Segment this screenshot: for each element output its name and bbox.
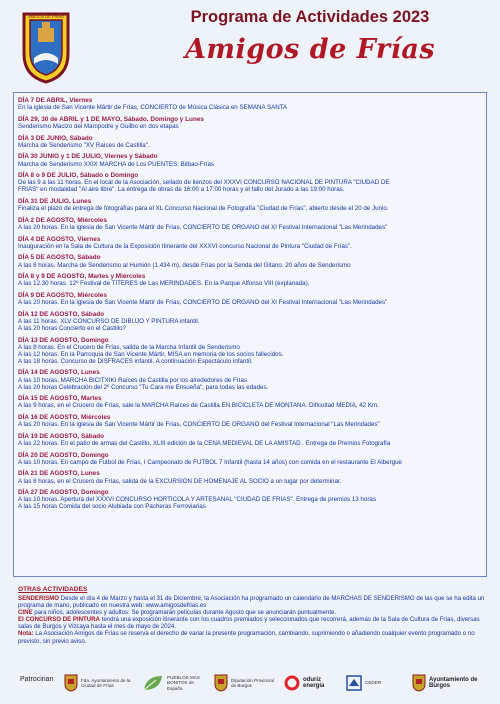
event-description: De las 9 a las 11 horas. En el local de la Asociación, sellado de lienzos del XXXVI CONCURSO NACIONAL DE PINTURA "CIUDAD DE [18, 179, 390, 187]
other-activity-item [18, 609, 488, 616]
event-description: A las 22 horas. En el patio de armas del Castillo, XLIII edición de la CENA MEDIEVAL DE LA AMISTAD . Entrega de Premios Fotografía [18, 439, 391, 447]
event-description: A las 9 horas, en el Crucero de Frías, sale la MARCHA Raíces de Castilla EN BICICLETA DE MONTAÑA. Dificultad MEDIA, 42 Km. [18, 402, 379, 410]
event-date: DÍA 16 DE AGOSTO, Miércoles [18, 413, 111, 421]
square-icon [346, 675, 362, 691]
event-description: A las 10 horas, MARCHA BICITXIKI Raíces de Castilla por los alrededores de Frías [18, 376, 248, 384]
event-item [18, 433, 486, 447]
sponsor-name: oduriz energía [303, 676, 325, 689]
event-description: Senderismo Macizo del Mampodre y Guilbo en dos etapas [18, 123, 179, 130]
event-date: DÍA 14 DE AGOSTO, Lunes [18, 369, 100, 377]
event-description: Finaliza el plazo de entrega de fotografías para el XL Concurso Nacional de Fotografía "Ciudad de Frías", abierto desde el 20 de Junio. [18, 205, 389, 213]
event-description: A las 20 horas Celebración del 2º Concurso "Tu Cara me Ensueña", para todas las edades. [18, 383, 269, 391]
sponsor-name: PUEBLOS MÁS BONITOS de España [167, 674, 200, 691]
event-item [18, 470, 486, 484]
event-description: Marcha de Senderismo XXIX MARCHA de Los PUENTES: Bilbao-Frías [18, 160, 215, 168]
other-activity-key: El CONCURSO DE PINTURA [18, 616, 100, 624]
other-activity-text: Desde el día 4 de Marzo y hasta el 31 de Diciembre, la Asociación ha programado un calendario de MARCHAS DE SENDERISMO de las que se ha edita un programa de mano, publicado en nuestra web: www.amigosdefrias.es [18, 595, 485, 610]
event-item [18, 135, 486, 149]
sponsor-logo [214, 669, 280, 697]
event-description: A las 10 horas. Apertura del XXXVI CONCURSO HORTÍCOLA Y ARTESANAL "CIUDAD DE FRÍAS". Entrega de premios 13 horas [18, 496, 376, 504]
event-description: A las 18 horas. Concurso de DISFRACES infantil. A continuación Espectáculo infantil. [18, 357, 253, 365]
page-subtitle: Amigos de Frías [184, 34, 436, 65]
other-activity-key: Nota: [18, 630, 34, 638]
event-item [18, 489, 486, 510]
event-item [18, 254, 486, 268]
other-activities-title: OTRAS ACTIVIDADES [18, 586, 88, 593]
event-item [18, 236, 486, 250]
svg-text:AMIGOS DE FRIAS: AMIGOS DE FRIAS [28, 14, 64, 19]
sponsor-name: Ayuntamiento de Burgos [429, 676, 478, 689]
event-description: A las 15 horas Comida del socio Alubiada con Pacheras Ferroviarias [18, 503, 206, 511]
shield-icon [412, 674, 426, 692]
event-item [18, 172, 486, 193]
event-description: A las 8 horas. En el Crucero de Frías, salida de la Marcha Infantil de Senderismo [18, 343, 240, 351]
event-item [18, 273, 486, 287]
sponsor-logo [64, 669, 138, 697]
page-title: Programa de Actividades 2023 [190, 8, 430, 26]
other-activity-text: La Asociación Amigos de Frías se reserva el derecho de variar la presente programación, cambiando, suprimiendo o añadiendo cualquier evento programado o no previsto, sin previo aviso. [18, 630, 475, 645]
event-date: DÍA 30 JUNIO y 1 DE JULIO, Viernes y Sábado [18, 153, 158, 161]
event-date: DÍA 8 o 9 DE JULIO, Sábado o Domingo [18, 172, 139, 180]
event-item [18, 217, 486, 231]
event-item [18, 116, 486, 130]
event-item [18, 395, 486, 409]
other-activity-text: para niños, adolescentes y adultos: Se programarán películas durante Agosto que se anunciarán puntualmente. [32, 609, 337, 617]
event-date: DÍA 31 DE JULIO, Lunes [18, 197, 92, 205]
header [0, 0, 500, 95]
event-date: DÍA 15 DE AGOSTO, Martes [18, 395, 102, 403]
events-list [18, 97, 486, 515]
event-description: A las 12 horas. En la Parroquia de San Vicente Mártir, MISA en memoria de los socios fallecidos. [18, 350, 284, 358]
sponsor-logo [412, 669, 494, 697]
event-date: DÍA 3 DE JUNIO, Sábado [18, 134, 93, 142]
event-item [18, 97, 486, 111]
event-item [18, 337, 486, 365]
sponsor-logo [284, 669, 342, 697]
sponsor-name: Diputación Provincial de Burgos [231, 677, 274, 688]
sponsors-label: Patrocinan [20, 676, 54, 683]
event-date: DÍA 7 DE ABRIL, Viernes [18, 97, 93, 104]
shield-icon [64, 674, 78, 692]
shield-icon [214, 674, 228, 692]
association-logo-icon [20, 8, 72, 84]
event-item [18, 414, 486, 428]
event-description: En la iglesia de San Vicente Mártir de Frías, CONCIERTO de Música Clásica en SEMANA SANTA [18, 104, 288, 112]
event-date: DÍA 13 DE AGOSTO, Domingo [18, 336, 109, 344]
event-item [18, 153, 486, 167]
event-date: DÍA 20 DE AGOSTO, Domingo [18, 451, 109, 459]
event-description: A las 20 horas Concierto en el Castillo? [18, 324, 126, 332]
event-item [18, 311, 486, 332]
event-description: A las 12.30 horas. 12º Festival de TÍTERES de Las MERINDADES. En la Parque Alfonso VIII (explanada), [18, 280, 310, 288]
event-description: A las 8 horas. Marcha de Senderismo al Humión (1.434 m), desde Frías por la Senda del Gitano. 20 años de Senderismo [18, 261, 351, 269]
event-description: A las 11 horas. XLV CONCURSO DE DIBUJO Y PINTURA infantil. [18, 317, 200, 325]
event-description: A las 10 horas. En campo de Futbol de Frías, I Campeonato de FUTBOL 7 Infantil (hasta 14 años) con comida en el restaurante El Albergue [18, 458, 402, 466]
sponsors-row [64, 669, 494, 697]
other-activity-key: CINE [18, 609, 33, 617]
event-date: DÍA 27 DE AGOSTO, Domingo [18, 489, 109, 497]
event-date: DÍA 2 DE AGOSTO, Miércoles [18, 216, 107, 224]
event-date: DÍA 29, 30 de ABRIL y 1 DE MAYO, Sábado, Domingo y Lunes [18, 115, 204, 123]
event-description: Marcha de Senderismo "XV Raíces de Castilla". [18, 141, 150, 149]
ring-icon [284, 675, 300, 691]
event-date: DÍA 9 DE AGOSTO, Miércoles [18, 291, 107, 299]
sponsor-logo [142, 669, 210, 697]
other-activity-text: tendrá una exposición itinerante con los cuadros premiados y seleccionados que recorrerá, además de la Sala de Cultura de Frías, diversas salas de Burgos y Vizcaya hasta el mes de mayo de 2024. [18, 616, 480, 631]
event-description: FRÍAS" en modalidad "Al aire libre". La entrega de obras de 16:00 a 17:00 horas y el fallo del Jurado a las 19:00 horas. [18, 186, 345, 194]
event-date: DÍA 4 DE AGOSTO, Viernes [18, 235, 101, 243]
event-date: DÍA 12 DE AGOSTO, Sábado [18, 310, 105, 318]
event-item [18, 369, 486, 390]
event-item [18, 292, 486, 306]
event-date: DÍA 19 DE AGOSTO, Sábado [18, 432, 105, 440]
event-description: A las 20 horas. En la iglesia de San Vicente Mártir de Frías, CONCIERTO DE ÓRGANO del XI Festival Internacional "Las Merindades" [18, 299, 388, 307]
sponsor-name: CEDER [365, 680, 382, 686]
sponsor-name: Fda. Ayuntamiento de la Ciudad de Frías [81, 677, 131, 688]
event-date: DÍA 5 DE AGOSTO, Sábado [18, 254, 101, 262]
event-description: A las 8 horas, en el Crucero de Frías, salida de la EXCURSIÓN DE HOMENAJE AL SOCIO a un lugar por determinar. [18, 477, 342, 485]
other-activity-item [18, 616, 488, 630]
event-date: DÍA 8 y 9 DE AGOSTO, Martes y Miércoles [18, 273, 146, 281]
event-description: A las 20 horas. En la iglesia de San Vicente Mártir de Frías, CONCIERTO DE ÓRGANO del Festival Internacional "Las Merindades" [18, 421, 380, 429]
other-activities [18, 586, 488, 645]
other-activity-item [18, 595, 488, 609]
event-item [18, 198, 486, 212]
event-date: DÍA 21 DE AGOSTO, Lunes [18, 470, 100, 478]
event-description: A las 20 horas. En la iglesia de San Vicente Mártir de Frías, CONCIERTO DE ÓRGANO del XI Festival Internacional "Las Merindades" [18, 223, 388, 231]
event-item [18, 452, 486, 466]
other-activity-key: SENDERISMO [18, 595, 59, 602]
leaf-icon [142, 674, 164, 692]
sponsor-logo [346, 669, 408, 697]
other-activity-item [18, 630, 488, 644]
event-description: Inauguración en la Sala de Cultura de la Exposición Itinerante del XXXVI concurso Nacional de Pintura "Ciudad de Frías". [18, 242, 352, 250]
